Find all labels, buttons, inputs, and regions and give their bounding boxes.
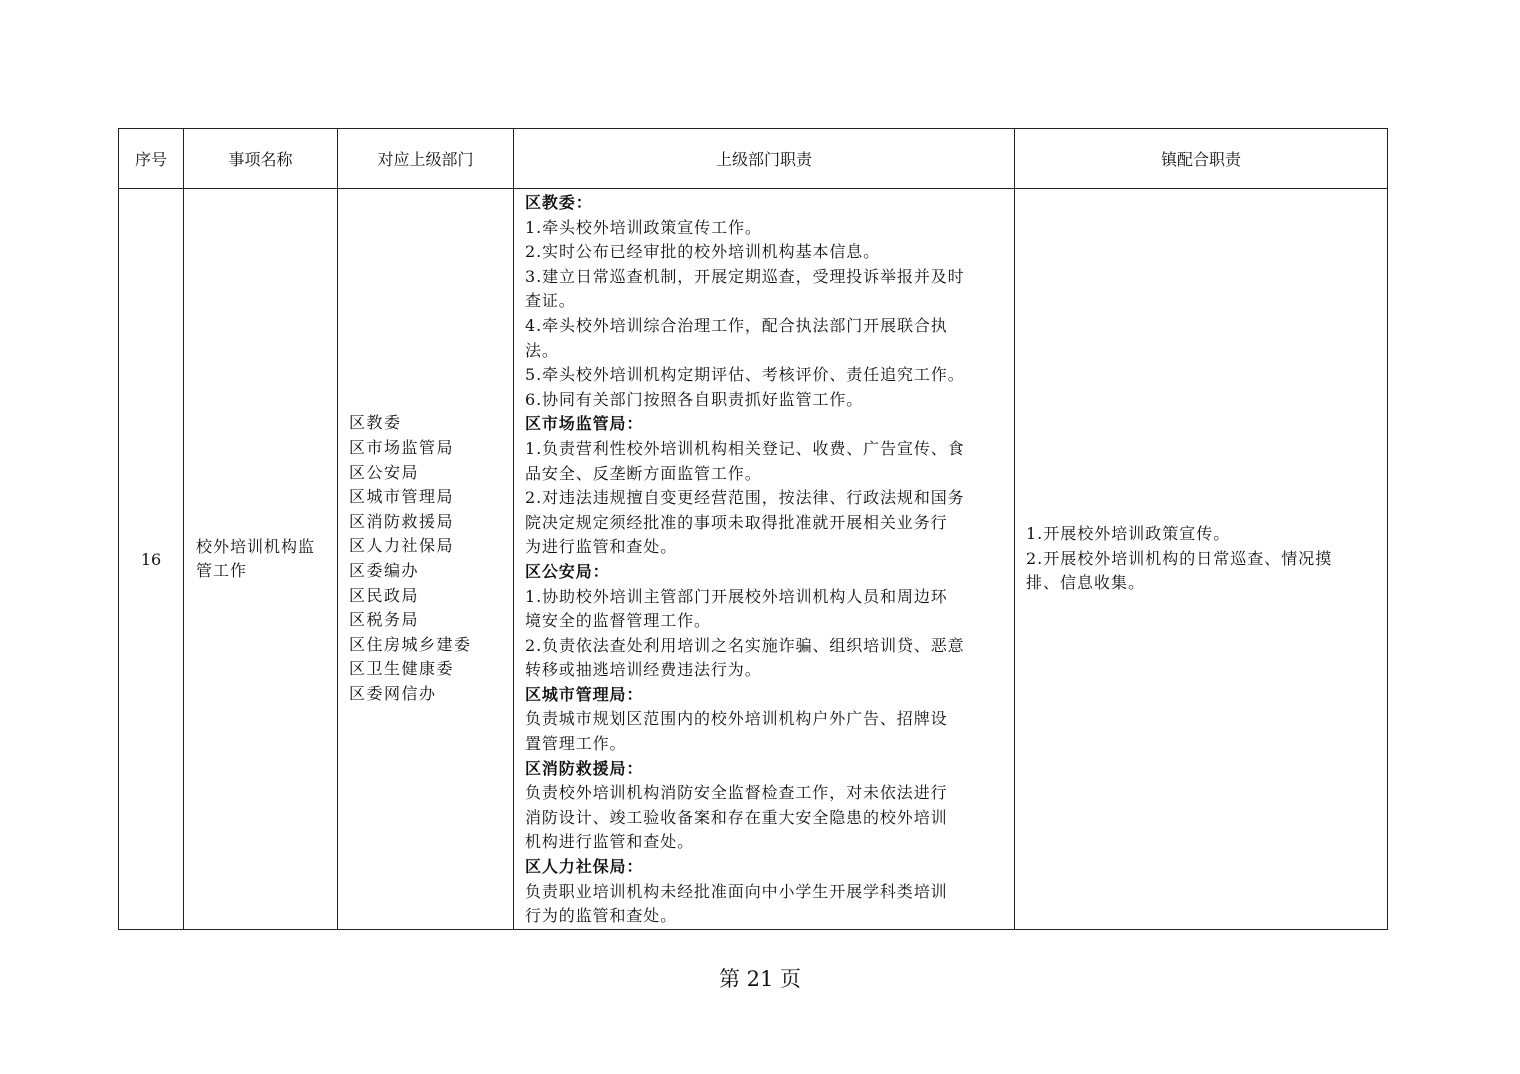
header-duties: 上级部门职责 [514, 129, 1015, 189]
duty-line: 1.协助校外培训主管部门开展校外培训机构人员和周边环 [525, 586, 948, 606]
item-line: 管工作 [196, 561, 248, 580]
department-item: 区税务局 [349, 610, 420, 630]
duty-line: 查证。 [525, 291, 576, 311]
table-row [119, 189, 1388, 930]
duty-line: 境安全的监督管理工作。 [525, 611, 711, 631]
duty-line: 置管理工作。 [525, 734, 627, 754]
header-row [119, 129, 1388, 189]
duty-line: 负责校外培训机构消防安全监督检查工作，对未依法进行 [525, 783, 948, 803]
row-seq: 16 [119, 189, 184, 930]
duty-line: 院决定规定须经批准的事项未取得批准就开展相关业务行 [525, 512, 948, 532]
item-line: 校外培训机构监 [196, 537, 316, 556]
duty-dept-heading: 区公安局： [525, 561, 610, 581]
duty-line: 5.牵头校外培训机构定期评估、考核评价、责任追究工作。 [525, 365, 965, 385]
duty-dept-heading: 区市场监管局： [525, 414, 644, 434]
header-seq: 序号 [119, 129, 184, 189]
row-item-name [184, 189, 338, 930]
department-item: 区人力社保局 [349, 536, 455, 556]
department-item: 区委编办 [349, 561, 420, 580]
duty-line: 机构进行监管和查处。 [525, 832, 695, 852]
duty-line: 行为的监管和查处。 [525, 906, 678, 926]
town-duty-line: 2.开展校外培训机构的日常巡查、情况摸 [1026, 548, 1333, 568]
duty-line: 2.对违法违规擅自变更经营范围，按法律、行政法规和国务 [525, 488, 965, 508]
header-item-name: 事项名称 [184, 129, 338, 189]
duty-dept-heading: 区消防救援局： [525, 758, 644, 778]
duty-line: 法。 [525, 340, 559, 360]
duty-table [118, 128, 1388, 930]
duty-dept-heading: 区人力社保局： [525, 857, 644, 877]
duty-line: 2.负责依法查处利用培训之名实施诈骗、组织培训贷、恶意 [525, 635, 965, 655]
department-item: 区卫生健康委 [349, 659, 455, 679]
page-number: 第 21 页 [718, 967, 802, 991]
department-item: 区市场监管局 [349, 438, 455, 458]
row-duties [514, 189, 1015, 930]
duty-line: 1.负责营利性校外培训机构相关登记、收费、广告宣传、食 [525, 438, 965, 458]
duty-line: 4.牵头校外培训综合治理工作，配合执法部门开展联合执 [525, 315, 948, 335]
duty-line: 3.建立日常巡查机制，开展定期巡查，受理投诉举报并及时 [525, 266, 965, 286]
duty-line: 消防设计、竣工验收备案和存在重大安全隐患的校外培训 [525, 807, 948, 827]
department-item: 区公安局 [349, 462, 420, 482]
header-town-duties: 镇配合职责 [1015, 129, 1388, 189]
row-departments [338, 189, 514, 930]
duty-line: 品安全、反垄断方面监管工作。 [525, 463, 762, 483]
department-item: 区住房城乡建委 [349, 634, 472, 654]
duty-dept-heading: 区教委： [525, 193, 593, 212]
row-town-duties [1015, 189, 1388, 930]
duty-line: 转移或抽逃培训经费违法行为。 [525, 660, 762, 680]
duty-line: 1.牵头校外培训政策宣传工作。 [525, 217, 762, 237]
duty-line: 6.协同有关部门按照各自职责抓好监管工作。 [525, 389, 864, 409]
department-item: 区民政局 [349, 585, 420, 605]
duty-line: 2.实时公布已经审批的校外培训机构基本信息。 [525, 242, 881, 262]
duty-line: 为进行监管和查处。 [525, 537, 678, 557]
duty-line: 负责职业培训机构未经批准面向中小学生开展学科类培训 [525, 881, 948, 901]
duty-line: 负责城市规划区范围内的校外培训机构户外广告、招牌设 [525, 709, 948, 729]
department-item: 区委网信办 [349, 683, 437, 703]
town-duty-line: 排、信息收集。 [1026, 573, 1146, 593]
department-item: 区城市管理局 [349, 487, 455, 507]
duty-dept-heading: 区城市管理局： [525, 684, 644, 704]
table-header [119, 129, 1388, 189]
department-item: 区教委 [349, 413, 402, 433]
department-item: 区消防救援局 [349, 511, 455, 531]
header-department: 对应上级部门 [338, 129, 514, 189]
town-duty-line: 1.开展校外培训政策宣传。 [1026, 524, 1231, 544]
